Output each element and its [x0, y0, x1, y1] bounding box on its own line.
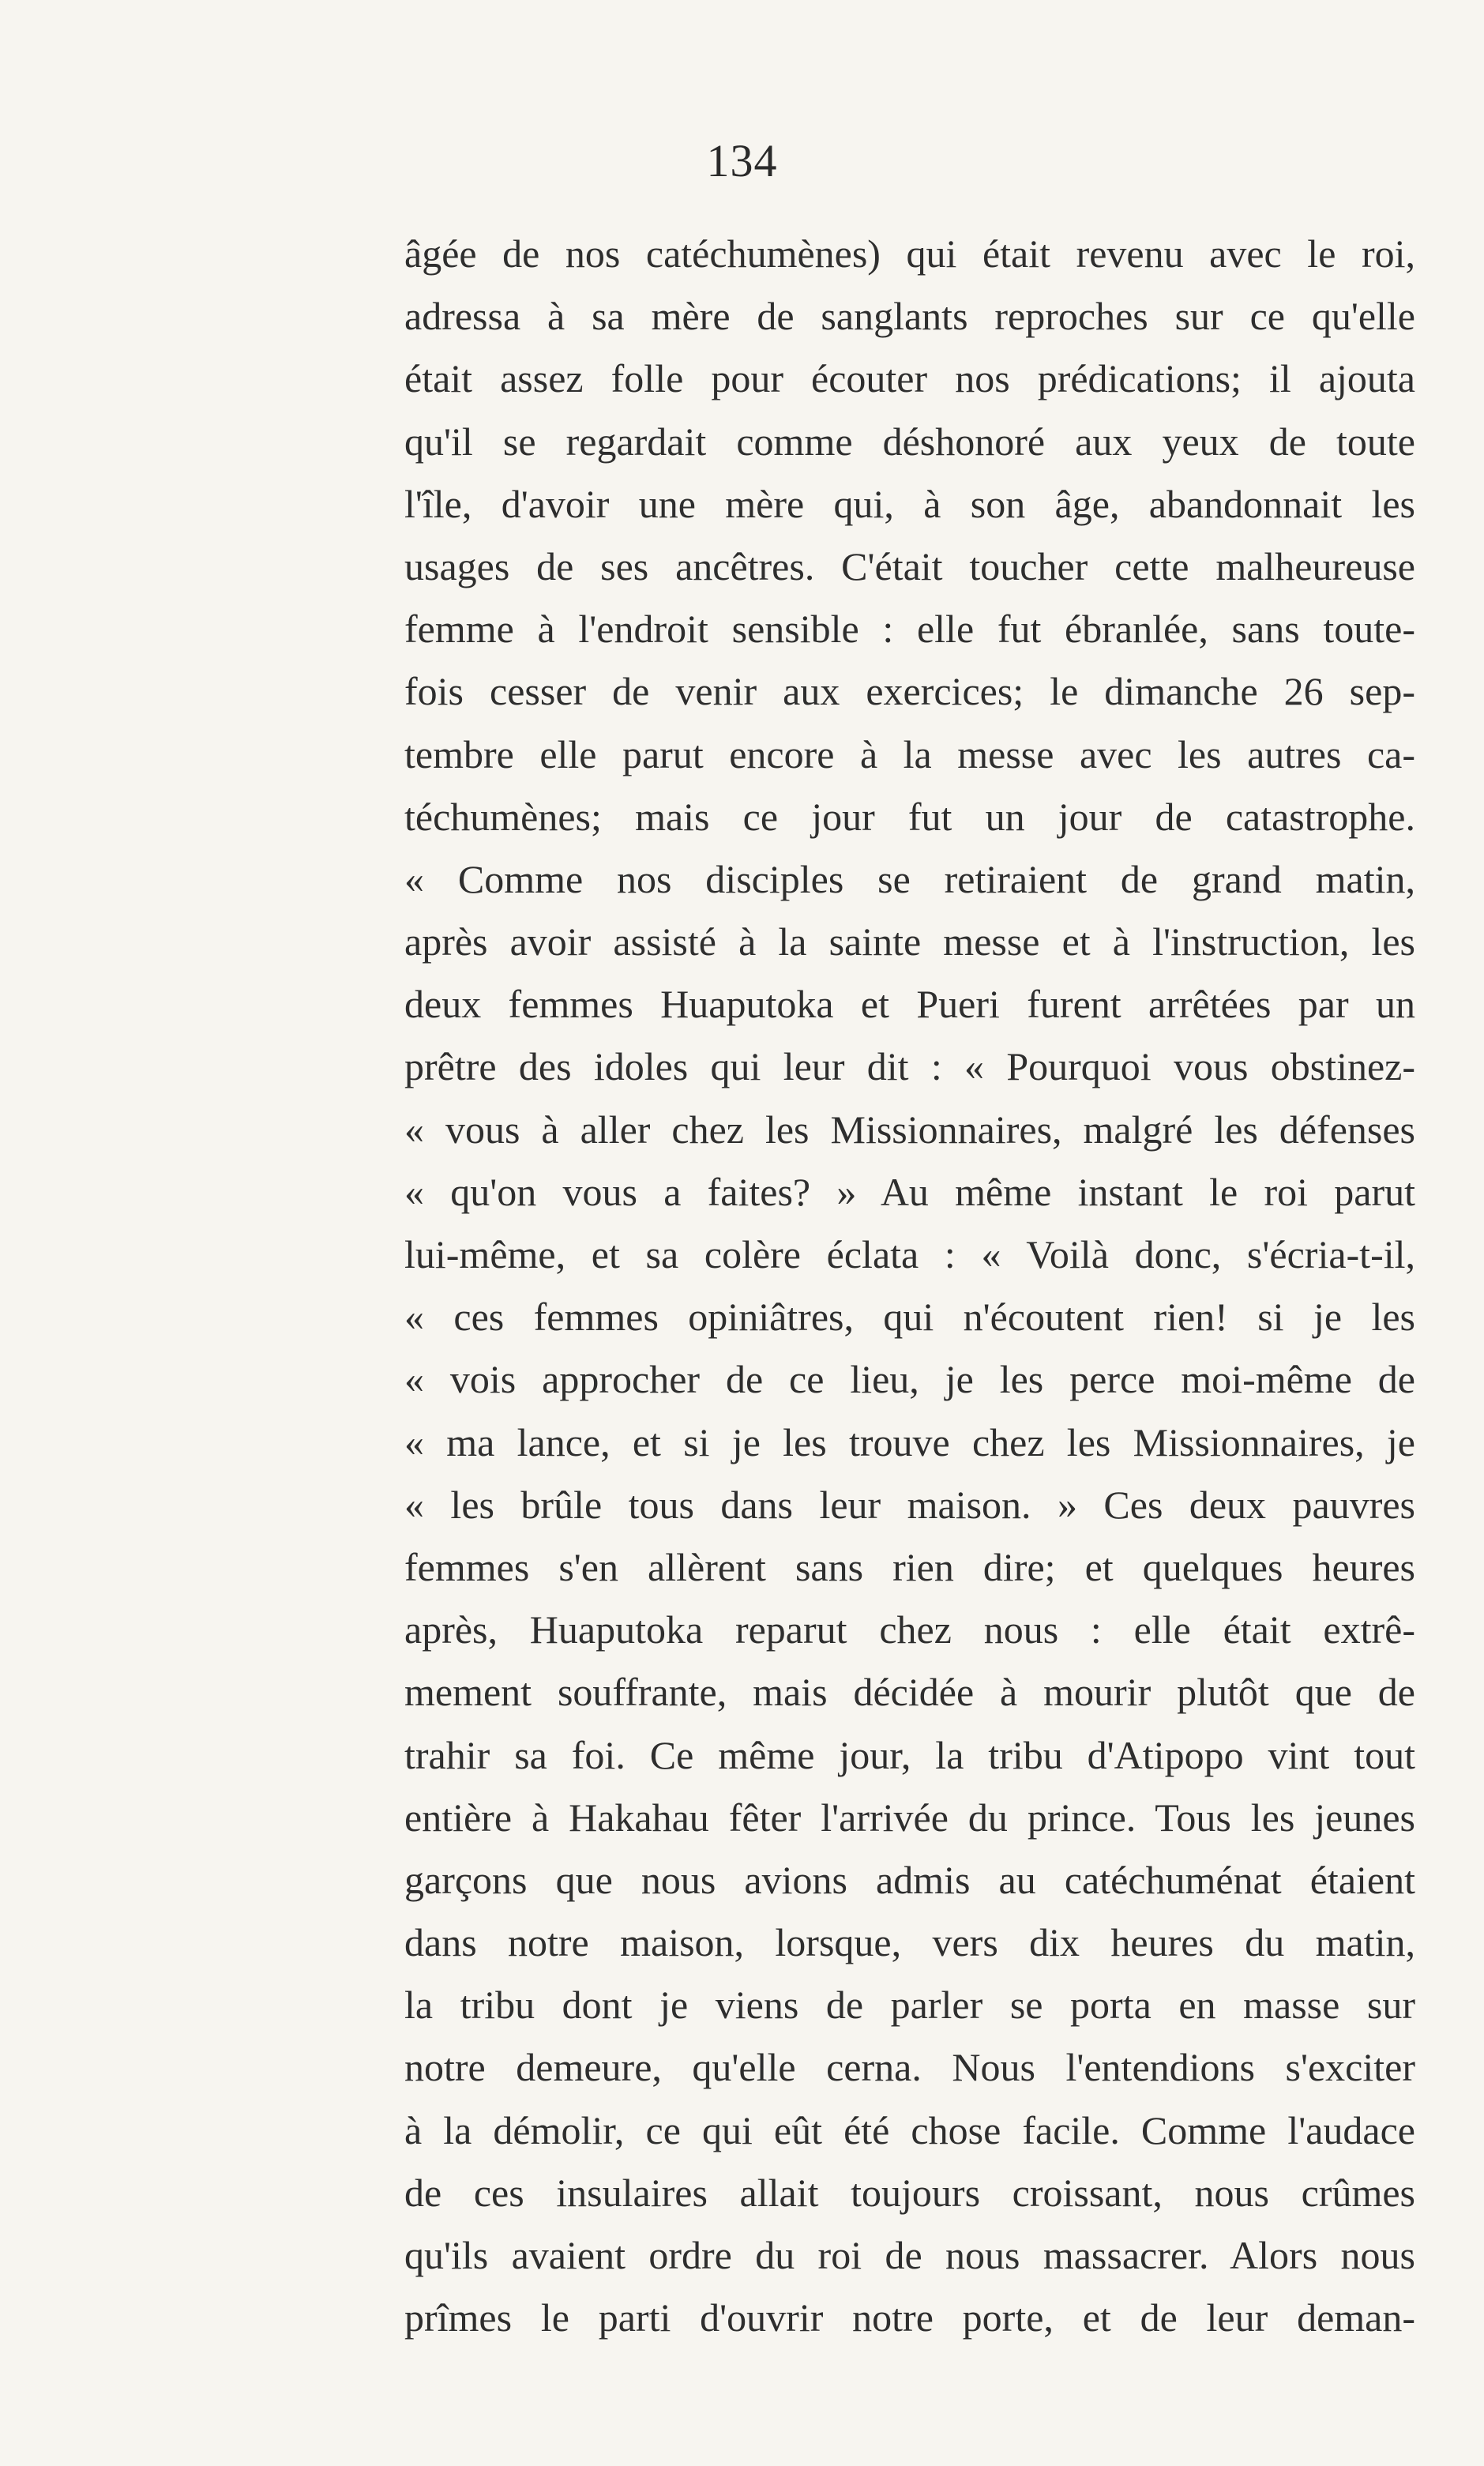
text-line: qu'ils avaient ordre du roi de nous massacrer. Alors nous [404, 2233, 1415, 2277]
text-line: fois cesser de venir aux exercices; le dimanche 26 sep- [404, 669, 1415, 714]
text-line: mement souffrante, mais décidée à mourir plutôt que de [404, 1670, 1415, 1715]
text-line: trahir sa foi. Ce même jour, la tribu d'Atipopo vint tout [404, 1732, 1415, 1777]
text-line: « vous à aller chez les Missionnaires, malgré les défenses [404, 1107, 1415, 1152]
text-line: après, Huaputoka reparut chez nous : elle était extrê- [404, 1607, 1415, 1652]
text-line: « ces femmes opiniâtres, qui n'écoutent rien! si je les [404, 1295, 1415, 1340]
text-line: prêtre des idoles qui leur dit : « Pourquoi vous obstinez- [404, 1044, 1415, 1089]
text-line: « qu'on vous a faites? » Au même instant le roi parut [404, 1169, 1415, 1214]
text-line: « vois approcher de ce lieu, je les perce moi-même de [404, 1357, 1415, 1402]
text-line: notre demeure, qu'elle cerna. Nous l'entendions s'exciter [404, 2045, 1415, 2090]
text-line: prîmes le parti d'ouvrir notre porte, et de leur deman- [404, 2295, 1415, 2340]
text-line: après avoir assisté à la sainte messe et à l'instruction, les [404, 919, 1415, 964]
page-number: 134 [706, 135, 778, 186]
body-text [404, 223, 1415, 2349]
text-line: lui-même, et sa colère éclata : « Voilà donc, s'écria-t-il, [404, 1232, 1415, 1276]
text-line: dans notre maison, lorsque, vers dix heures du matin, [404, 1920, 1415, 1965]
text-line: tembre elle parut encore à la messe avec les autres ca- [404, 731, 1415, 776]
text-line: femme à l'endroit sensible : elle fut ébranlée, sans toute- [404, 607, 1415, 652]
text-line: deux femmes Huaputoka et Pueri furent arrêtées par un [404, 982, 1415, 1027]
text-line: téchumènes; mais ce jour fut un jour de catastrophe. [404, 794, 1415, 839]
text-line: à la démolir, ce qui eût été chose facile. Comme l'audace [404, 2107, 1415, 2152]
text-line: « ma lance, et si je les trouve chez les Missionnaires, je [404, 1419, 1415, 1464]
text-line: « Comme nos disciples se retiraient de grand matin, [404, 856, 1415, 901]
text-line: entière à Hakahau fêter l'arrivée du prince. Tous les jeunes [404, 1795, 1415, 1840]
text-line: la tribu dont je viens de parler se porta en masse sur [404, 1983, 1415, 2028]
text-line: était assez folle pour écouter nos prédications; il ajouta [404, 356, 1415, 401]
text-line: l'île, d'avoir une mère qui, à son âge, abandonnait les [404, 481, 1415, 526]
text-line: de ces insulaires allait toujours croissant, nous crûmes [404, 2170, 1415, 2215]
text-line: femmes s'en allèrent sans rien dire; et quelques heures [404, 1544, 1415, 1589]
text-line: usages de ses ancêtres. C'était toucher cette malheureuse [404, 543, 1415, 588]
text-line: garçons que nous avions admis au catéchuménat étaient [404, 1857, 1415, 1902]
text-line: qu'il se regardait comme déshonoré aux yeux de toute [404, 419, 1415, 464]
text-line: âgée de nos catéchumènes) qui était revenu avec le roi, [404, 231, 1415, 276]
text-line: adressa à sa mère de sanglants reproches sur ce qu'elle [404, 294, 1415, 339]
text-line: « les brûle tous dans leur maison. » Ces deux pauvres [404, 1482, 1415, 1527]
